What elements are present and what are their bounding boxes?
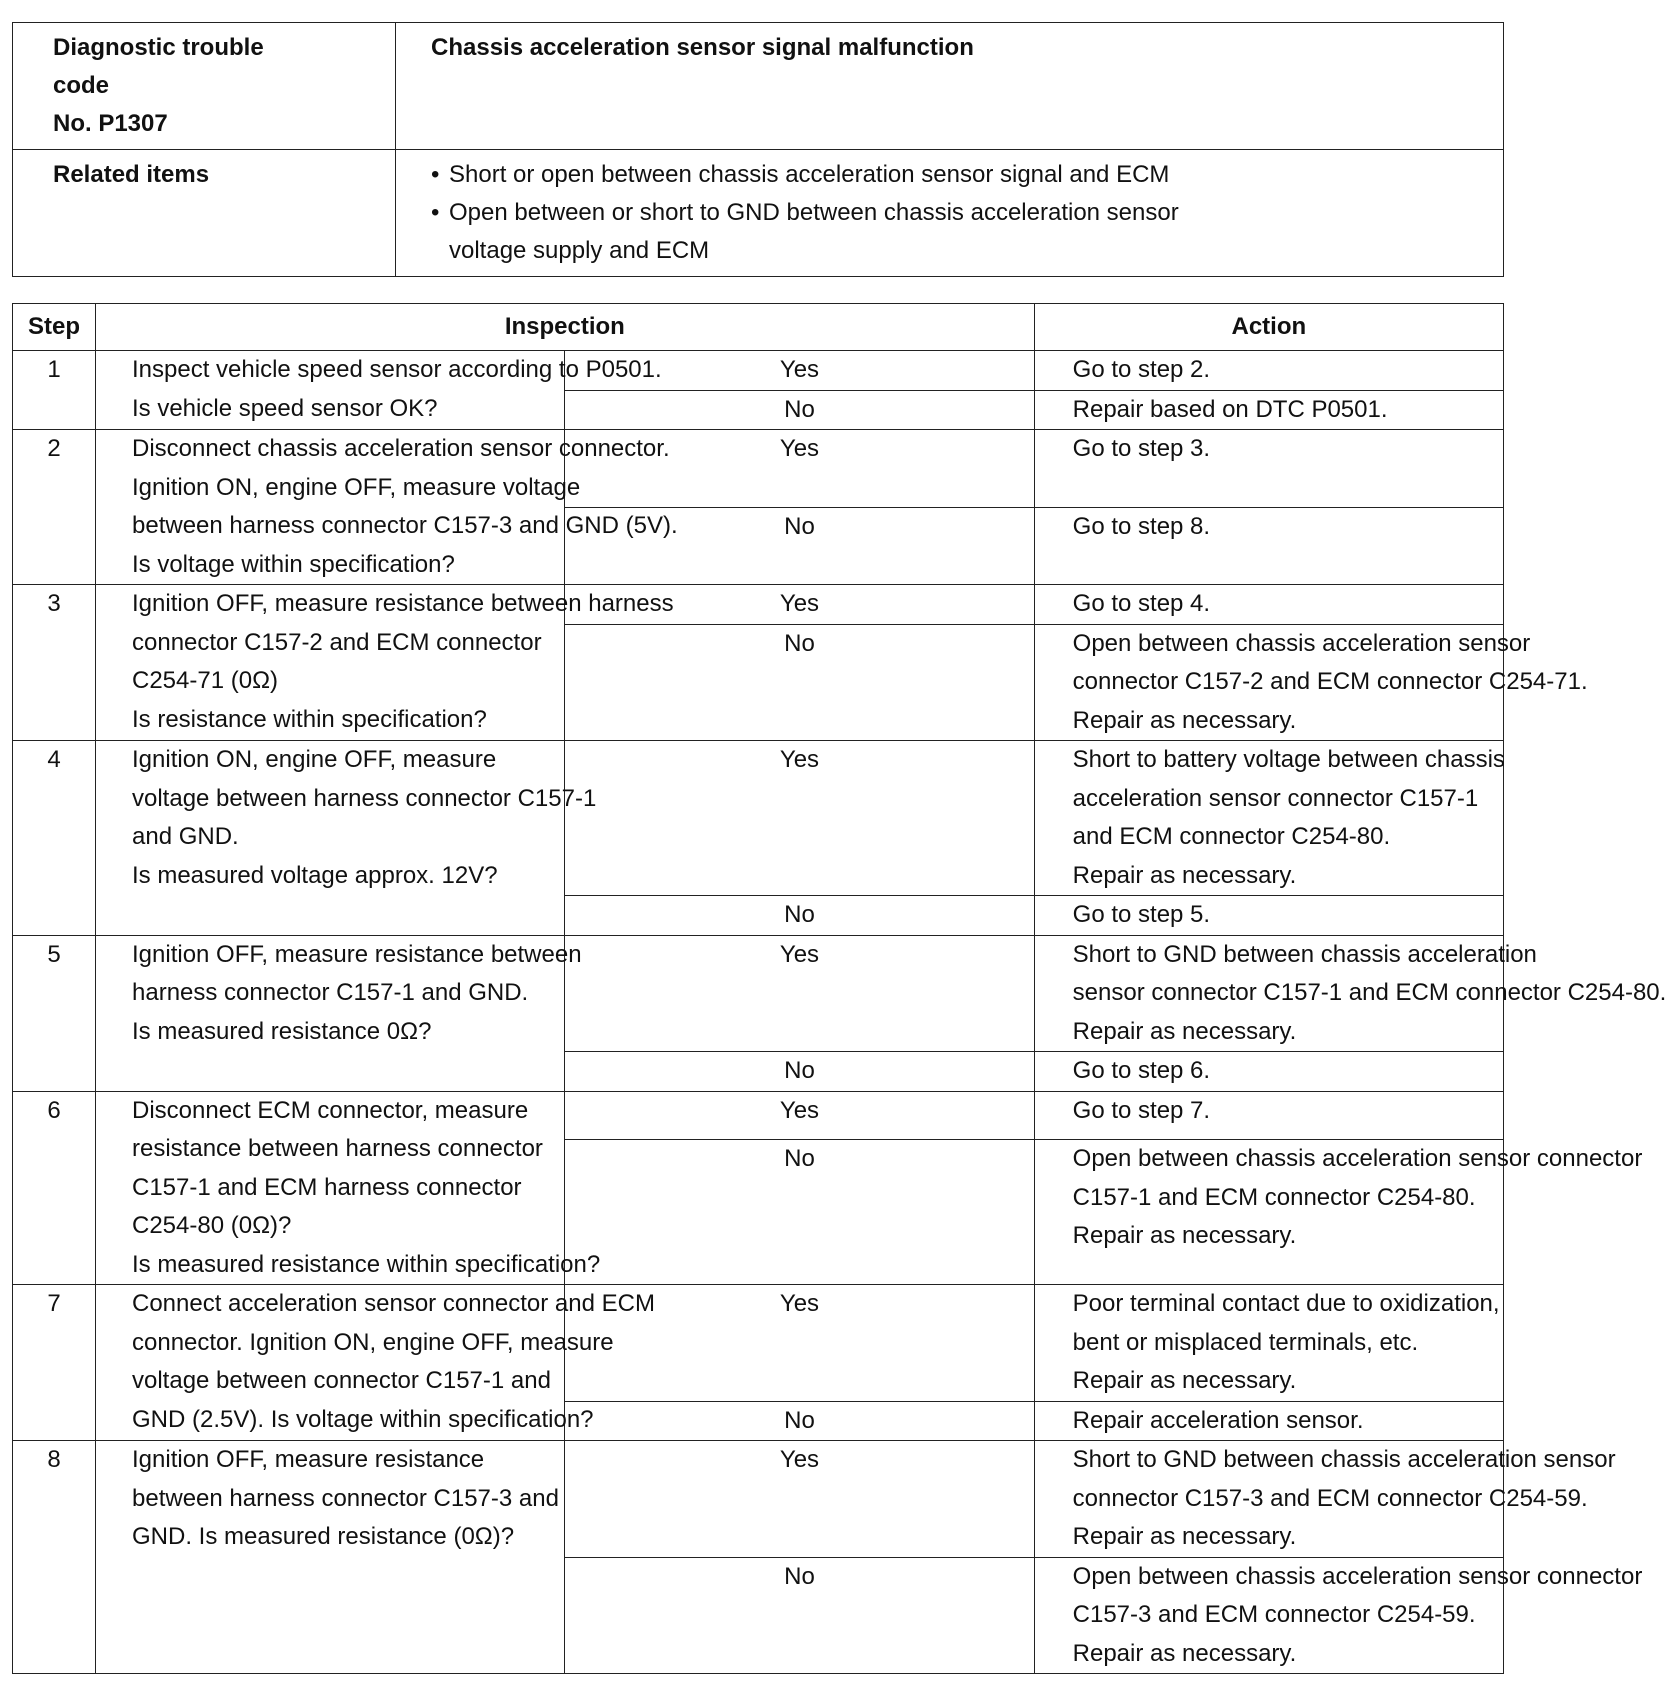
- no-action: [1034, 624, 1588, 741]
- inspection-text-line: C254-71 (0Ω): [132, 667, 279, 694]
- yes-label: Yes: [565, 935, 1034, 1052]
- inspection-text-line: C254-80 (0Ω)?: [132, 1212, 292, 1239]
- related-items-row: [13, 150, 1504, 277]
- related-item-text: Short or open between chassis acceleration sensor signal and ECM: [449, 161, 1170, 188]
- step-number: 4: [13, 741, 96, 936]
- yes-action: [1034, 1091, 1503, 1140]
- no-label: No: [565, 1052, 1034, 1092]
- step-number: 3: [13, 585, 96, 741]
- yes-action: [1034, 1285, 1503, 1402]
- table-row: [13, 430, 1504, 508]
- inspection-text-line: Is measured resistance 0Ω?: [132, 1017, 432, 1045]
- inspection-text-line: between harness connector C157-3 and: [132, 1484, 559, 1512]
- related-item: [431, 156, 1503, 194]
- no-action: [1034, 507, 1503, 585]
- inspection-text-line: Connect acceleration sensor connector and ECM: [132, 1290, 655, 1317]
- no-action-line: Open between chassis acceleration sensor connector: [1072, 1145, 1643, 1173]
- inspection-text-line: Is measured resistance within specification?: [132, 1250, 601, 1278]
- yes-action-line: Go to step 7.: [1072, 1096, 1211, 1124]
- yes-action: [1034, 935, 1666, 1052]
- column-header-inspection: Inspection: [96, 304, 1035, 351]
- table-row: [13, 351, 1504, 391]
- no-action-line: Go to step 8.: [1072, 512, 1211, 540]
- dtc-title: [396, 23, 1504, 150]
- inspection-text-line: resistance between harness connector: [132, 1135, 543, 1162]
- dtc-code-label-line: code: [53, 72, 110, 99]
- no-label: No: [565, 896, 1034, 936]
- no-action: [1034, 1140, 1643, 1285]
- inspection-text-line: Ignition ON, engine OFF, measure: [132, 746, 497, 773]
- yes-label: Yes: [565, 741, 1034, 896]
- inspection-text-line: connector. Ignition ON, engine OFF, measure: [132, 1328, 614, 1356]
- yes-action-line: Repair as necessary.: [1072, 1017, 1297, 1045]
- inspection-text: [96, 585, 674, 741]
- inspection-text-line: Inspect vehicle speed sensor according to P0501.: [132, 356, 662, 383]
- yes-action-line: Go to step 3.: [1072, 435, 1211, 462]
- table-row: [13, 585, 1504, 625]
- inspection-text-line: Disconnect chassis acceleration sensor connector.: [132, 435, 670, 462]
- step-number: 6: [13, 1091, 96, 1285]
- table-header-row: [13, 304, 1504, 351]
- related-item-text-cont: voltage supply and ECM: [449, 237, 710, 264]
- inspection-text-line: Is vehicle speed sensor OK?: [132, 394, 438, 422]
- inspection-text-line: Ignition OFF, measure resistance between harness: [132, 590, 674, 617]
- yes-action-line: Repair as necessary.: [1072, 1367, 1297, 1394]
- inspection-text-line: harness connector C157-1 and GND.: [132, 979, 529, 1006]
- related-item: [431, 194, 1503, 270]
- no-label: No: [565, 1401, 1034, 1441]
- inspection-text: [96, 935, 582, 1091]
- no-action-line: Repair as necessary.: [1072, 1222, 1297, 1250]
- table-row: [13, 1091, 1504, 1140]
- inspection-text-line: Ignition OFF, measure resistance between: [132, 940, 582, 968]
- no-action-line: connector C157-2 and ECM connector C254-71.: [1072, 668, 1588, 695]
- inspection-text-line: voltage between harness connector C157-1: [132, 784, 597, 812]
- dtc-title-text: Chassis acceleration sensor signal malfunction: [431, 34, 974, 61]
- yes-action: [1034, 351, 1503, 391]
- inspection-text-line: voltage between connector C157-1 and: [132, 1367, 551, 1394]
- no-action-line: Go to step 5.: [1072, 901, 1211, 928]
- no-action-line: Repair as necessary.: [1072, 706, 1297, 734]
- inspection-table: [12, 303, 1666, 1674]
- column-header-step: Step: [13, 304, 96, 351]
- steps-body: [13, 351, 1666, 1674]
- no-action-line: Go to step 6.: [1072, 1057, 1211, 1084]
- inspection-text-line: connector C157-2 and ECM connector: [132, 628, 542, 656]
- no-action-line: Open between chassis acceleration sensor: [1072, 629, 1531, 657]
- inspection-text-line: and GND.: [132, 823, 239, 850]
- yes-action-line: acceleration sensor connector C157-1: [1072, 784, 1479, 812]
- table-row: [13, 1441, 1504, 1558]
- inspection-text-line: Is voltage within specification?: [132, 550, 455, 578]
- inspection-text-line: GND. Is measured resistance (0Ω)?: [132, 1523, 515, 1550]
- yes-label: Yes: [565, 351, 1034, 391]
- no-label: No: [565, 1140, 1034, 1285]
- inspection-text: [96, 741, 597, 936]
- no-action: [1034, 1052, 1503, 1092]
- yes-action: [1034, 585, 1503, 625]
- no-action-line: Repair based on DTC P0501.: [1072, 395, 1388, 423]
- yes-action-line: Go to step 4.: [1072, 590, 1211, 617]
- yes-action-line: Repair as necessary.: [1072, 861, 1297, 889]
- no-label: No: [565, 390, 1034, 430]
- inspection-text: [96, 1091, 601, 1285]
- dtc-code-label: [13, 23, 396, 150]
- inspection-text-line: Ignition ON, engine OFF, measure voltage: [132, 473, 581, 501]
- yes-action-line: connector C157-3 and ECM connector C254-59.: [1072, 1484, 1588, 1512]
- yes-label: Yes: [565, 1091, 1034, 1140]
- step-number: 1: [13, 351, 96, 430]
- yes-action-line: Short to GND between chassis acceleration: [1072, 940, 1537, 968]
- yes-action-line: Poor terminal contact due to oxidization,: [1072, 1290, 1500, 1317]
- yes-label: Yes: [565, 1441, 1034, 1558]
- inspection-text: [96, 1285, 655, 1441]
- no-action-line: C157-1 and ECM connector C254-80.: [1072, 1183, 1476, 1211]
- yes-action-line: and ECM connector C254-80.: [1072, 823, 1391, 850]
- dtc-code-label-line: Diagnostic trouble: [53, 34, 264, 61]
- yes-action: [1034, 1441, 1616, 1558]
- no-action-line: Repair as necessary.: [1072, 1639, 1297, 1667]
- inspection-text-line: GND (2.5V). Is voltage within specification?: [132, 1405, 594, 1433]
- no-action: [1034, 896, 1503, 936]
- step-number: 8: [13, 1441, 96, 1674]
- no-action-line: C157-3 and ECM connector C254-59.: [1072, 1601, 1476, 1628]
- related-items-label: [13, 150, 396, 277]
- yes-action: [1034, 430, 1503, 508]
- table-row: [13, 741, 1504, 896]
- table-row: [13, 935, 1504, 1052]
- no-action: [1034, 1557, 1643, 1674]
- step-number: 7: [13, 1285, 96, 1441]
- inspection-text-line: C157-1 and ECM harness connector: [132, 1173, 522, 1201]
- related-item-text: Open between or short to GND between chassis acceleration sensor: [449, 199, 1179, 226]
- step-number: 5: [13, 935, 96, 1091]
- yes-action: [1034, 741, 1503, 896]
- no-label: No: [565, 507, 1034, 585]
- inspection-text: [96, 1441, 565, 1674]
- yes-label: Yes: [565, 585, 1034, 625]
- inspection-text-line: Is measured voltage approx. 12V?: [132, 861, 498, 889]
- no-action-line: Repair acceleration sensor.: [1072, 1406, 1364, 1434]
- yes-action-line: Repair as necessary.: [1072, 1523, 1297, 1550]
- yes-label: Yes: [565, 430, 1034, 508]
- no-action-line: Open between chassis acceleration sensor connector: [1072, 1562, 1643, 1590]
- inspection-text-line: Is resistance within specification?: [132, 705, 487, 733]
- related-items-label-text: Related items: [53, 161, 210, 188]
- dtc-code-label-line: No. P1307: [53, 110, 168, 137]
- table-row: [13, 1285, 1504, 1402]
- inspection-text-line: Ignition OFF, measure resistance: [132, 1446, 485, 1473]
- yes-action-line: Short to battery voltage between chassis: [1072, 746, 1505, 773]
- no-label: No: [565, 1557, 1034, 1674]
- bullet-icon: •: [431, 199, 440, 226]
- no-action: [1034, 1401, 1503, 1441]
- yes-label: Yes: [565, 1285, 1034, 1402]
- dtc-code-row: [13, 23, 1504, 150]
- bullet-icon: •: [431, 161, 440, 188]
- inspection-text-line: between harness connector C157-3 and GND (5V).: [132, 512, 678, 539]
- yes-action-line: sensor connector C157-1 and ECM connector C254-80.: [1072, 979, 1666, 1006]
- inspection-text-line: Disconnect ECM connector, measure: [132, 1096, 529, 1124]
- yes-action-line: Short to GND between chassis acceleration sensor: [1072, 1446, 1616, 1473]
- related-items-list: [396, 150, 1504, 277]
- yes-action-line: bent or misplaced terminals, etc.: [1072, 1328, 1419, 1356]
- inspection-text: [96, 430, 678, 585]
- dtc-header-table: [12, 22, 1504, 277]
- column-header-action: Action: [1034, 304, 1503, 351]
- yes-action-line: Go to step 2.: [1072, 356, 1211, 383]
- step-number: 2: [13, 430, 96, 585]
- inspection-text: [96, 351, 662, 430]
- no-label: No: [565, 624, 1034, 741]
- no-action: [1034, 390, 1503, 430]
